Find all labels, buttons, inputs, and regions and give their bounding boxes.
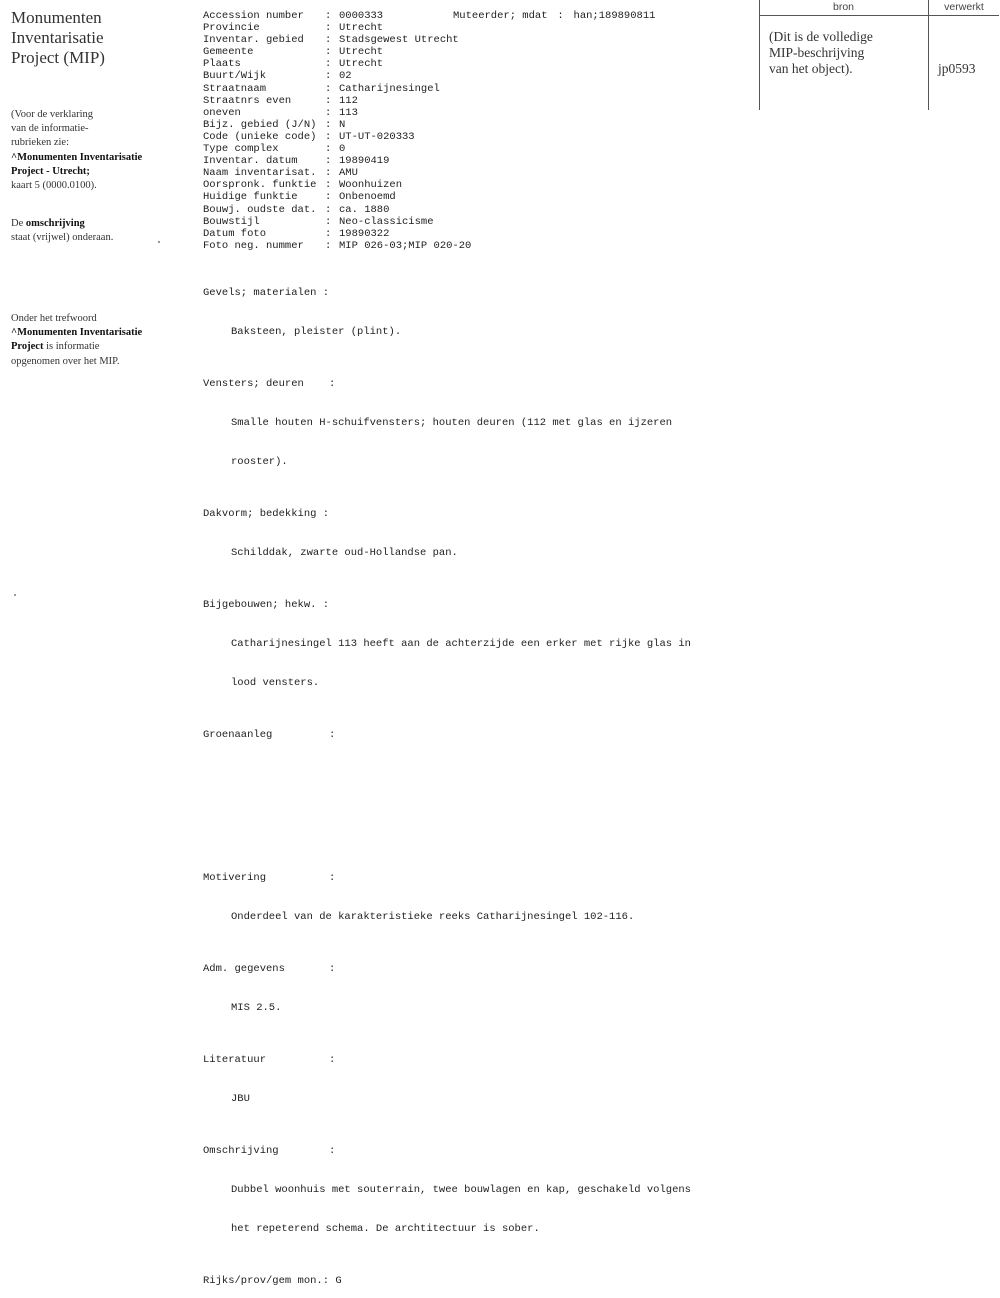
- field-label: Provincie: [203, 22, 260, 35]
- note-line: ^Monumenten Inventarisatie: [11, 327, 143, 339]
- bijgebouwen-text: lood vensters.: [231, 676, 320, 689]
- vensters-label: Vensters; deuren :: [203, 377, 336, 390]
- field-label: Straatnaam: [203, 82, 267, 95]
- header-bron: bron: [832, 1, 854, 13]
- field-value: 0000333: [339, 10, 384, 22]
- field-value: Stadsgewest Utrecht: [339, 34, 459, 47]
- record-field-row: [203, 70, 691, 82]
- motivering-text: Onderdeel van de karakteristieke reeks Catharijnesingel 102-116.: [231, 910, 635, 923]
- bijgebouwen-text: Catharijnesingel 113 heeft aan de achterzijde een erker met rijke glas in: [231, 637, 691, 650]
- record-field-row: [203, 167, 691, 179]
- field-value: Onbenoemd: [339, 191, 396, 204]
- field-separator: :: [325, 215, 332, 228]
- field-value: 112: [339, 94, 358, 107]
- field-separator: :: [325, 118, 332, 131]
- field-value: ca. 1880: [339, 203, 390, 216]
- record-field-row: [203, 179, 691, 191]
- field-value: Catharijnesingel: [339, 82, 440, 95]
- field-label: Huidige funktie: [203, 191, 298, 204]
- field-separator: :: [325, 82, 332, 95]
- field-value: Utrecht: [339, 58, 384, 71]
- field-value: Utrecht: [339, 22, 384, 35]
- record-field-row: [203, 10, 691, 22]
- record-field-row: [203, 204, 691, 216]
- field-separator: :: [325, 46, 332, 59]
- spacer: [203, 820, 691, 833]
- record-field-row: [203, 83, 691, 95]
- field-value: 0: [339, 143, 346, 156]
- adm-text: MIS 2.5.: [231, 1001, 282, 1014]
- field-separator: :: [325, 203, 332, 216]
- note-line: Project is informatie: [11, 341, 100, 353]
- field-label: Buurt/Wijk: [203, 70, 267, 83]
- vensters-text: rooster).: [231, 455, 288, 468]
- field-label: Gemeente: [203, 46, 254, 59]
- field-label: Naam inventarisat.: [203, 167, 317, 180]
- field-separator: :: [325, 143, 332, 156]
- field-value: Neo-classicisme: [339, 215, 434, 228]
- box-border-left: [759, 0, 760, 110]
- field-separator: :: [325, 58, 332, 71]
- mutation-value: han;189890811: [573, 10, 656, 22]
- note-line: (Voor de verklaring: [11, 109, 94, 120]
- box-header-divider: [759, 15, 999, 16]
- field-separator: :: [325, 22, 332, 35]
- rijks-label: Rijks/prov/gem mon.: G: [203, 1274, 342, 1287]
- record-field-row: [203, 131, 691, 143]
- record-field-row: [203, 155, 691, 167]
- field-separator: :: [325, 239, 332, 252]
- description-block: [203, 261, 691, 1298]
- scan-speck: [158, 241, 160, 243]
- field-value: 02: [339, 70, 352, 83]
- verwerkt-code: jp0593: [938, 61, 976, 76]
- record-field-row: [203, 216, 691, 228]
- record-field-row: [203, 58, 691, 70]
- note-line: kaart 5 (0000.0100).: [11, 180, 97, 192]
- note-line: rubrieken zie:: [11, 137, 70, 149]
- bron-text: (Dit is de volledige MIP-beschrijving van het object).: [769, 29, 873, 76]
- record-field-row: [203, 95, 691, 107]
- field-separator: :: [325, 167, 332, 180]
- field-label: Datum foto: [203, 227, 267, 240]
- record-field-row: [203, 119, 691, 131]
- field-label: Inventar. gebied: [203, 34, 304, 47]
- groenaanleg-label: Groenaanleg :: [203, 728, 336, 741]
- dakvorm-text: Schilddak, zwarte oud-Hollandse pan.: [231, 546, 458, 559]
- bijgebouwen-label: Bijgebouwen; hekw. :: [203, 598, 330, 611]
- omschrijving-text: het repeterend schema. De archtitectuur is sober.: [231, 1222, 540, 1235]
- note-reference-bold: Project - Utrecht;: [11, 165, 90, 177]
- vensters-text: Smalle houten H-schuifvensters; houten deuren (112 met glas en ijzeren: [231, 416, 673, 429]
- field-value: Woonhuizen: [339, 179, 403, 192]
- field-label: Bouwj. oudste dat.: [203, 203, 317, 216]
- field-separator: :: [325, 94, 332, 107]
- field-label: Type complex: [203, 143, 279, 156]
- box-column-divider: [928, 0, 929, 110]
- dakvorm-label: Dakvorm; bedekking :: [203, 507, 330, 520]
- note-reference-bold: ^Monumenten Inventarisatie: [11, 151, 143, 163]
- field-separator: :: [325, 130, 332, 143]
- rijks-value: G: [335, 1274, 342, 1287]
- keyword-note: [11, 312, 186, 369]
- field-label: Plaats: [203, 58, 241, 71]
- title-line: Monumenten: [11, 8, 102, 27]
- field-list: [203, 10, 691, 252]
- field-label: Inventar. datum: [203, 155, 298, 168]
- motivering-label: Motivering :: [203, 871, 336, 884]
- field-separator: :: [325, 155, 332, 168]
- record-field-row: [203, 107, 691, 119]
- adm-label: Adm. gegevens :: [203, 962, 336, 975]
- field-label: Accession number: [203, 10, 304, 22]
- mutation-label: Muteerder; mdat: [453, 10, 548, 22]
- field-value: Utrecht: [339, 46, 384, 59]
- field-label: Bijz. gebied (J/N): [203, 118, 317, 131]
- document-title: [11, 8, 181, 68]
- omschrijving-text: Dubbel woonhuis met souterrain, twee bouwlagen en kap, geschakeld volgens: [231, 1183, 691, 1196]
- field-label: Code (unieke code): [203, 130, 317, 143]
- field-value: UT-UT-020333: [339, 130, 415, 143]
- field-separator: :: [325, 227, 332, 240]
- record-field-row: [203, 46, 691, 58]
- field-label: Bouwstijl: [203, 215, 260, 228]
- field-value: N: [339, 118, 346, 131]
- scan-speck: [14, 594, 16, 596]
- field-value: MIP 026-03;MIP 020-20: [339, 239, 472, 252]
- title-line: Project (MIP): [11, 48, 105, 67]
- explanation-note: [11, 108, 186, 193]
- record-field-row: [203, 143, 691, 155]
- omschrijving-label: Omschrijving :: [203, 1144, 336, 1157]
- field-label: Straatnrs even: [203, 94, 292, 107]
- field-label: oneven: [203, 106, 241, 119]
- field-value: 113: [339, 106, 358, 119]
- field-separator: :: [325, 179, 332, 192]
- record-field-row: [203, 34, 691, 46]
- mip-record: [203, 10, 691, 1298]
- note-line: van de informatie-: [11, 123, 89, 135]
- title-line: Inventarisatie: [11, 28, 104, 47]
- field-separator: :: [325, 70, 332, 83]
- note-line: opgenomen over het MIP.: [11, 355, 120, 367]
- source-box: [759, 0, 999, 110]
- field-label: Foto neg. nummer: [203, 239, 304, 252]
- field-value: AMU: [339, 167, 358, 180]
- field-separator: :: [325, 10, 332, 22]
- gevels-text: Baksteen, pleister (plint).: [231, 325, 402, 338]
- field-label: Oorspronk. funktie: [203, 179, 317, 192]
- note-line: staat (vrijwel) onderaan.: [11, 232, 114, 244]
- field-value: 19890322: [339, 227, 390, 240]
- mutation-sep: :: [557, 10, 564, 22]
- literatuur-text: JBU: [231, 1092, 250, 1105]
- spacer: [203, 781, 691, 794]
- record-field-row: [203, 228, 691, 240]
- record-field-row: [203, 191, 691, 203]
- note-line: De omschrijving: [11, 218, 85, 229]
- header-verwerkt: verwerkt: [944, 1, 984, 13]
- literatuur-label: Literatuur :: [203, 1053, 336, 1066]
- field-separator: :: [325, 191, 332, 204]
- gevels-label: Gevels; materialen :: [203, 286, 330, 299]
- note-line: Onder het trefwoord: [11, 313, 97, 324]
- field-value: 19890419: [339, 155, 390, 168]
- record-field-row: [203, 240, 691, 252]
- field-separator: :: [325, 106, 332, 119]
- record-field-row: [203, 22, 691, 34]
- field-separator: :: [325, 34, 332, 47]
